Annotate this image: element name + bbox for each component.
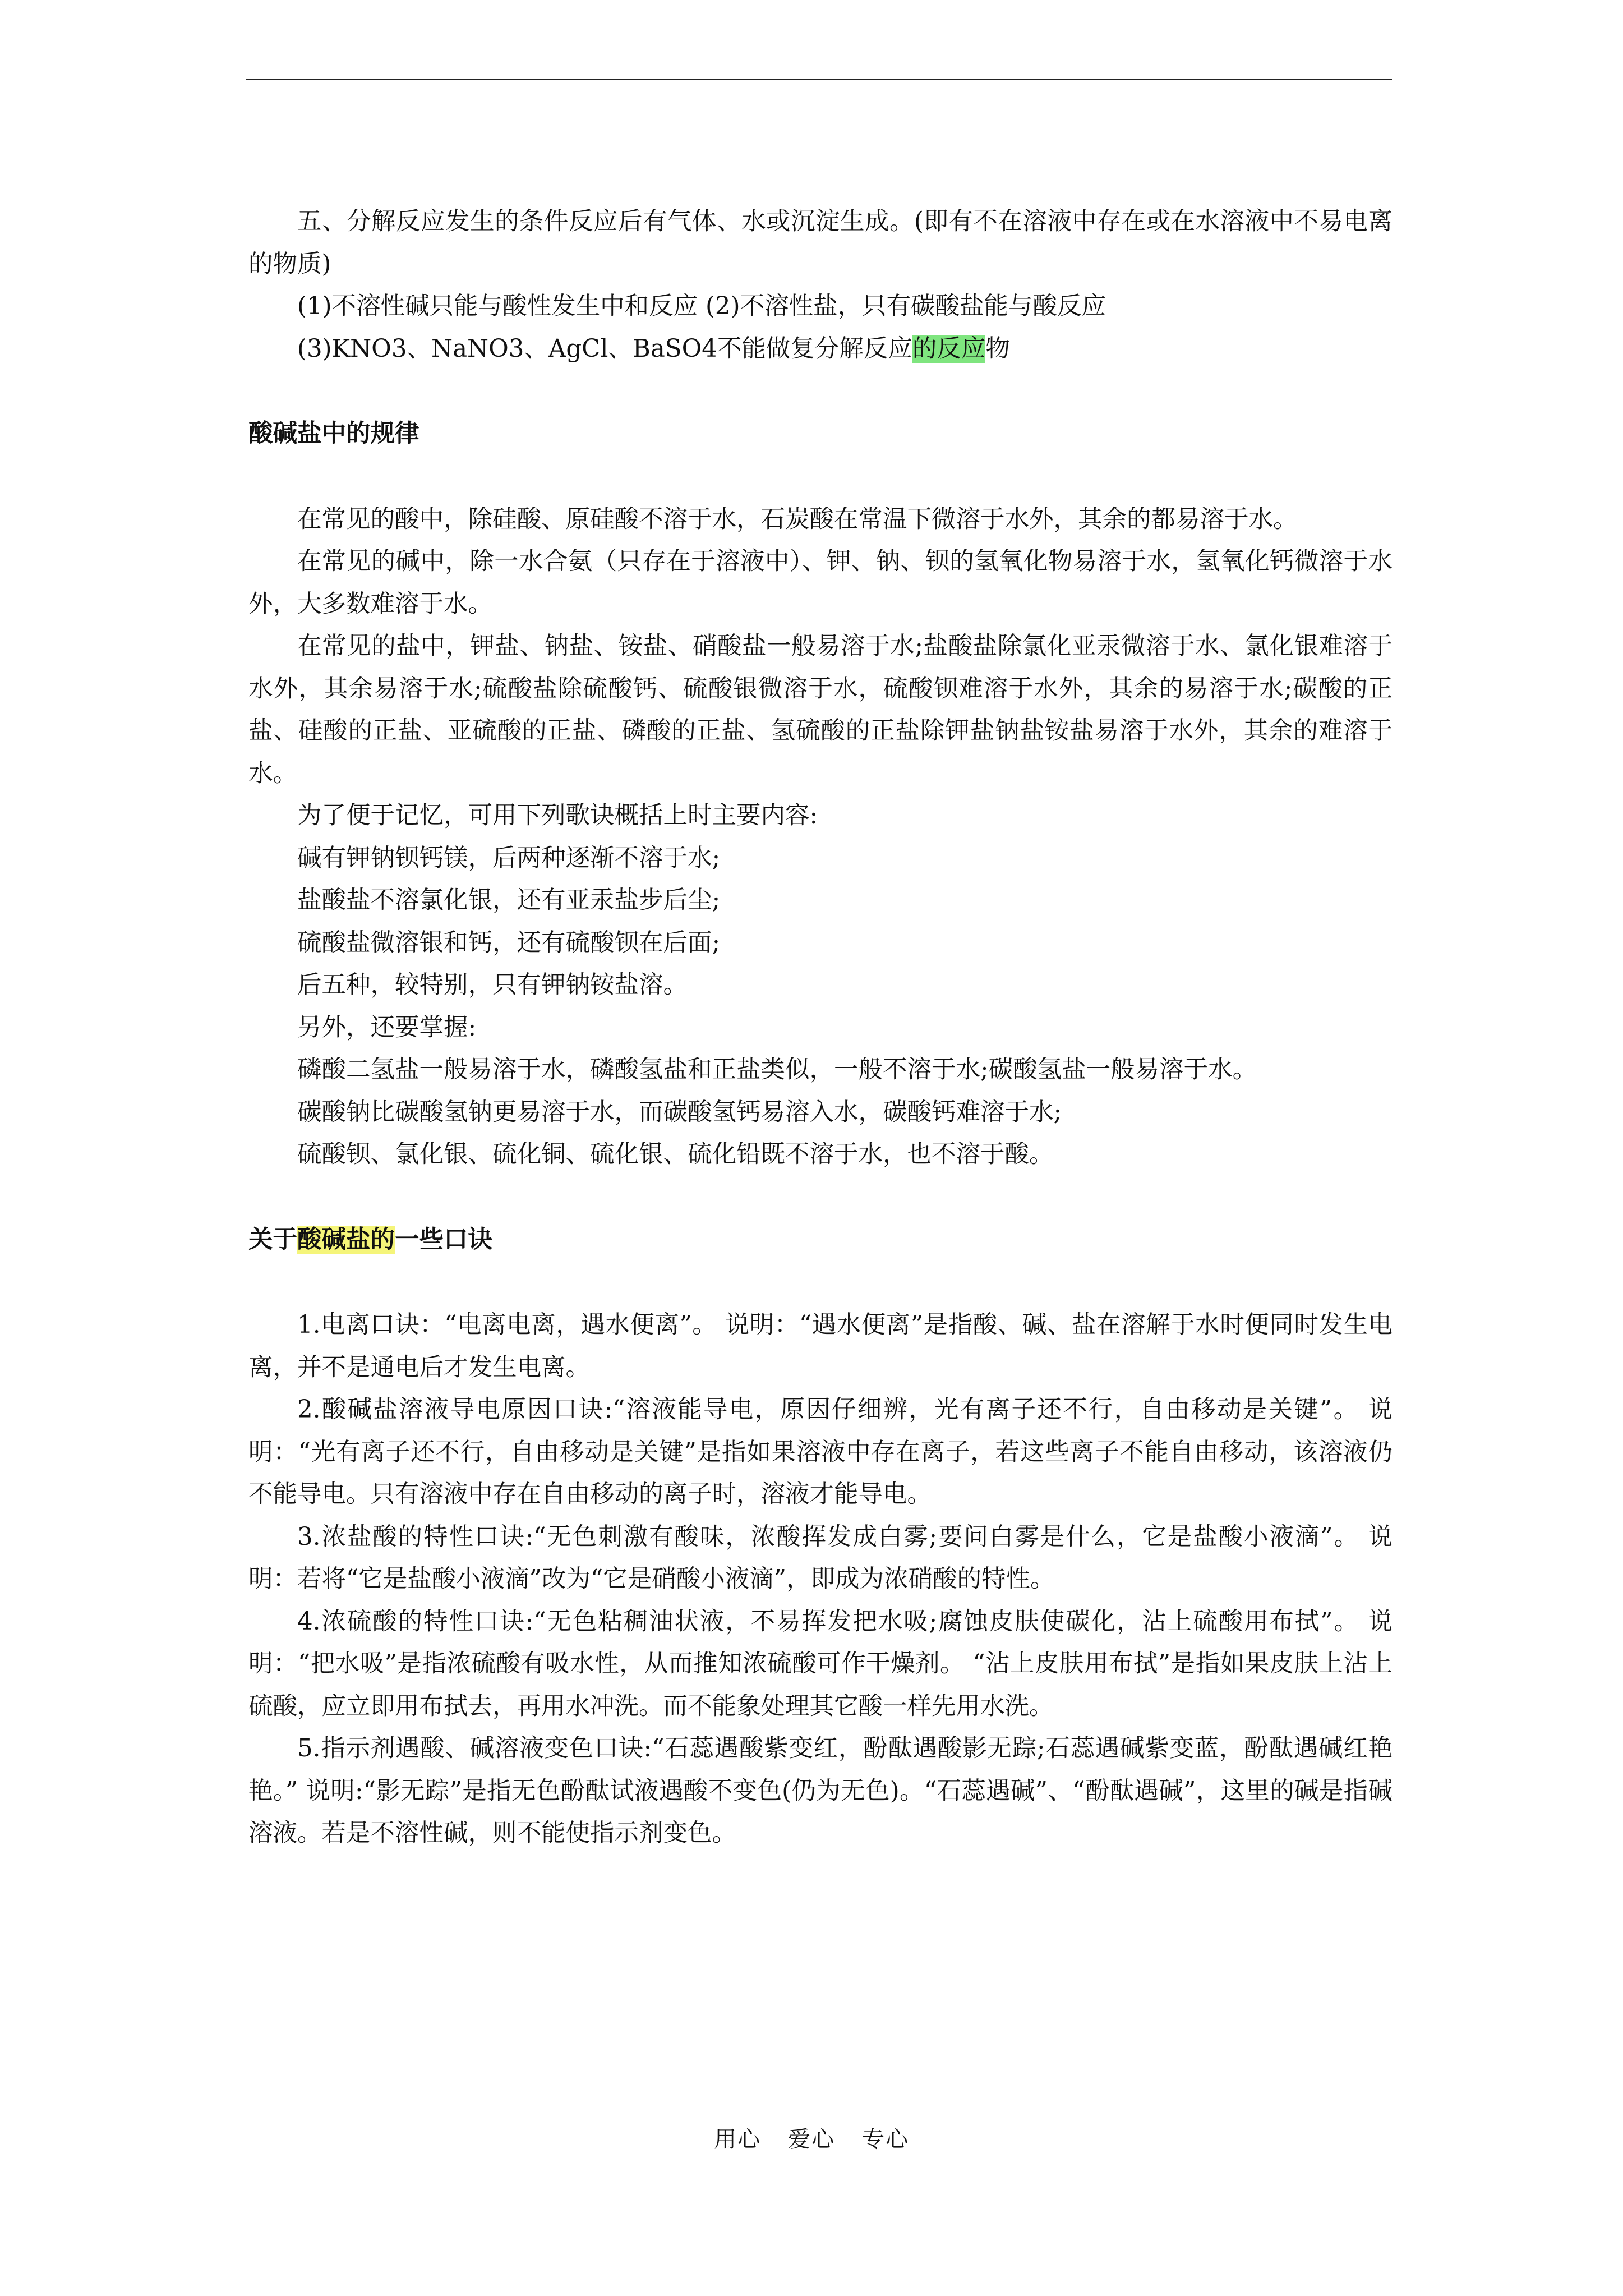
highlighted-heading-text: 酸碱盐的: [297, 1225, 395, 1254]
mnemonic-item-4: 4.浓硫酸的特性口诀:“无色粘稠油状液，不易挥发把水吸;腐蚀皮肤使碳化，沾上硫酸用布拭”。 说明：“把水吸”是指浓硫酸有吸水性，从而推知浓硫酸可作干燥剂。 “沾上皮肤用布拭”是指如果皮肤上沾上硫酸，应立即用布拭去，再用水冲洗。而不能象处理其它酸一样先用水洗。: [248, 1607, 1393, 1720]
section5-item-3-tail: 物: [985, 334, 1010, 363]
mnemonic-item-3: 3.浓盐酸的特性口诀:“无色刺激有酸味，浓酸挥发成白雾;要问白雾是什么，它是盐酸小液滴”。 说明：若将“它是盐酸小液滴”改为“它是硝酸小液滴”，即成为浓硝酸的特性。: [248, 1522, 1393, 1593]
rules-paragraph-insoluble: 硫酸钡、氯化银、硫化铜、硫化银、硫化铅既不溶于水，也不溶于酸。: [297, 1140, 1054, 1168]
section5-paragraph: 五、分解反应发生的条件反应后有气体、水或沉淀生成。(即有不在溶液中存在或在水溶液中不易电离的物质): [248, 208, 1393, 278]
section5-item-3: [248, 328, 1393, 371]
mnemonic-item-2: 2.酸碱盐溶液导电原因口诀:“溶液能导电，原因仔细辨，光有离子还不行，自由移动是关键”。 说明：“光有离子还不行，自由移动是关键”是指如果溶液中存在离子，若这些离子不能自由移动，该溶液仍不能导电。只有溶液中存在自由移动的离子时，溶液才能导电。: [248, 1396, 1393, 1508]
rules-verse-line-4: 后五种，较特别，只有钾钠铵盐溶。: [297, 971, 688, 999]
rules-verse-line-3: 硫酸盐微溶银和钙，还有硫酸钡在后面;: [297, 928, 721, 957]
mnemonic-item-1: 1.电离口诀：“电离电离，遇水便离”。 说明：“遇水便离”是指酸、碱、盐在溶解于水时便同时发生电离，并不是通电后才发生电离。: [248, 1311, 1393, 1382]
section5-item-1-2: (1)不溶性碱只能与酸性发生中和反应 (2)不溶性盐，只有碳酸盐能与酸反应: [297, 292, 1106, 320]
header-rule: [246, 79, 1392, 80]
section5-item-3-text: (3)KNO3、NaNO3、AgCl、BaSO4不能做复分解反应: [297, 334, 912, 363]
rules-paragraph-salts: 在常见的盐中，钾盐、钠盐、铵盐、硝酸盐一般易溶于水;盐酸盐除氯化亚汞微溶于水、氯化银难溶于水外，其余易溶于水;硫酸盐除硫酸钙、硫酸银微溶于水，硫酸钡难溶于水外，其余的易溶于水;碳酸的正盐、硅酸的正盐、亚硫酸的正盐、磷酸的正盐、氢硫酸的正盐除钾盐钠盐铵盐易溶于水外，其余的难溶于水。: [248, 632, 1393, 788]
document-body: [248, 201, 1393, 1855]
rules-paragraph-carbonates: 碳酸钠比碳酸氢钠更易溶于水，而碳酸氢钙易溶入水，碳酸钙难溶于水;: [297, 1098, 1062, 1126]
mnemonics-heading-prefix: 关于: [248, 1225, 297, 1254]
rules-paragraph-also: 另外，还要掌握:: [297, 1013, 477, 1042]
footer-text-2: 爱心: [788, 2127, 835, 2152]
rules-heading: 酸碱盐中的规律: [248, 420, 419, 448]
highlighted-text: 的反应: [912, 334, 986, 363]
mnemonics-heading: [248, 1219, 1393, 1262]
footer-text-1: 用心: [714, 2127, 761, 2152]
rules-paragraph-bases: 在常见的碱中，除一水合氨（只存在于溶液中）、钾、钠、钡的氢氧化物易溶于水，氢氧化钙微溶于水外，大多数难溶于水。: [248, 547, 1393, 618]
mnemonic-item-5: 5.指示剂遇酸、碱溶液变色口诀:“石蕊遇酸紫变红，酚酞遇酸影无踪;石蕊遇碱紫变蓝，酚酞遇碱红艳艳。” 说明:“影无踪”是指无色酚酞试液遇酸不变色(仍为无色)。“石蕊遇碱”、“酚酞遇碱”，这里的碱是指碱溶液。若是不溶性碱，则不能使指示剂变色。: [248, 1734, 1393, 1847]
rules-verse-line-2: 盐酸盐不溶氯化银，还有亚汞盐步后尘;: [297, 886, 721, 914]
rules-paragraph-phosphates: 磷酸二氢盐一般易溶于水，磷酸氢盐和正盐类似，一般不溶于水;碳酸氢盐一般易溶于水。: [297, 1056, 1257, 1084]
rules-paragraph-acids: 在常见的酸中，除硅酸、原硅酸不溶于水，石炭酸在常温下微溶于水外，其余的都易溶于水。: [297, 505, 1298, 533]
mnemonics-heading-suffix: 一些口诀: [395, 1225, 492, 1254]
page-footer: [0, 2123, 1623, 2156]
rules-paragraph-intro-verse: 为了便于记忆，可用下列歌诀概括上时主要内容:: [297, 802, 818, 830]
footer-text-3: 专心: [862, 2127, 909, 2152]
rules-verse-line-1: 碱有钾钠钡钙镁，后两种逐渐不溶于水;: [297, 844, 721, 872]
